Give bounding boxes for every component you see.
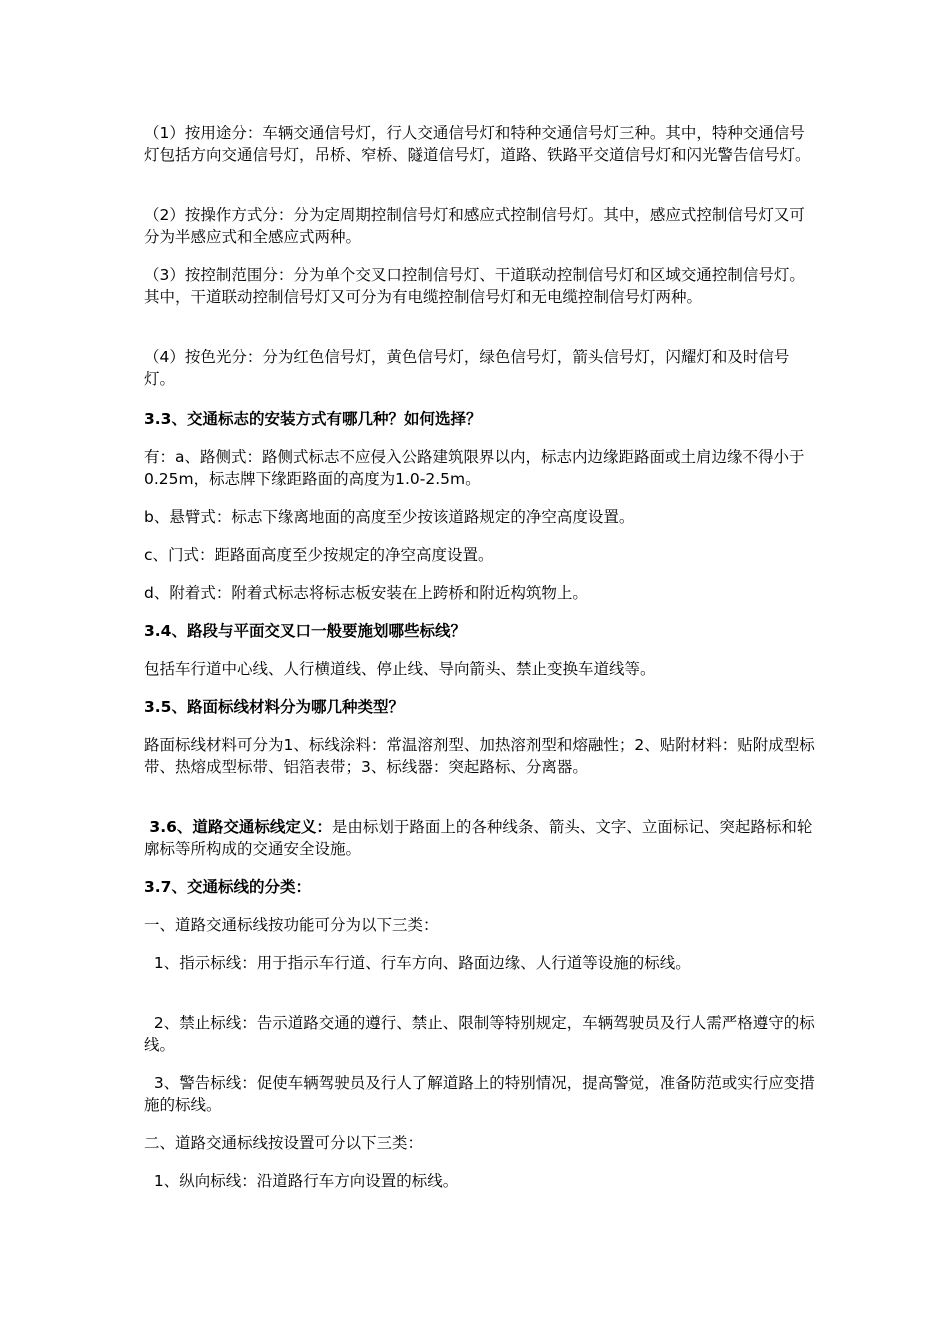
- heading-3-3: 3.3、交通标志的安装方式有哪几种？如何选择？: [144, 410, 482, 428]
- definition-text: 是由标划于路面上的各种线条、箭头、文字、立面标记、突起路标和轮廓标等所构成的交通安全设施。: [144, 818, 813, 858]
- paragraph-gantry: c、门式：距路面高度至少按规定的净空高度设置。: [144, 546, 494, 564]
- paragraph-function-classes: 一、道路交通标线按功能可分为以下三类：: [144, 916, 439, 934]
- paragraph-by-usage: （1）按用途分：车辆交通信号灯，行人交通信号灯和特种交通信号灯三种。其中，特种交通信号灯包括方向交通信号灯，吊桥、窄桥、隧道信号灯，道路、铁路平交道信号灯和闪光警告信号灯。: [144, 124, 811, 164]
- paragraph-indicating-line: 1、指示标线：用于指示车行道、行车方向、路面边缘、人行道等设施的标线。: [144, 954, 691, 972]
- paragraph-cantilever: b、悬臂式：标志下缘离地面的高度至少按该道路规定的净空高度设置。: [144, 508, 635, 526]
- paragraph-warning-line: 3、警告标线：促使车辆驾驶员及行人了解道路上的特别情况，提高警觉，准备防范或实行应变措施的标线。: [144, 1074, 815, 1114]
- paragraph-materials: 路面标线材料可分为1、标线涂料：常温溶剂型、加热溶剂型和熔融性；2、贴附材料：贴附成型标带、热熔成型标带、铝箔表带；3、标线器：突起路标、分离器。: [144, 736, 815, 776]
- paragraph-by-operation: （2）按操作方式分：分为定周期控制信号灯和感应式控制信号灯。其中，感应式控制信号灯又可分为半感应式和全感应式两种。: [144, 206, 805, 246]
- paragraph-roadside: 有：a、路侧式：路侧式标志不应侵入公路建筑限界以内，标志内边缘距路面或土肩边缘不得小于0.25m，标志牌下缘距路面的高度为1.0-2.5m。: [144, 448, 805, 488]
- heading-3-4: 3.4、路段与平面交叉口一般要施划哪些标线？: [144, 622, 466, 640]
- paragraph-setting-classes: 二、道路交通标线按设置可分以下三类：: [144, 1134, 424, 1152]
- paragraph-prohibiting-line: 2、禁止标线：告示道路交通的遵行、禁止、限制等特别规定，车辆驾驶员及行人需严格遵守的标线。: [144, 1014, 815, 1054]
- paragraph-by-color: （4）按色光分：分为红色信号灯，黄色信号灯，绿色信号灯，箭头信号灯，闪耀灯和及时信号灯。: [144, 348, 790, 388]
- definition-label: 3.6、道路交通标线定义：: [144, 818, 332, 836]
- paragraph-longitudinal-line: 1、纵向标线：沿道路行车方向设置的标线。: [144, 1172, 459, 1190]
- paragraph-attached: d、附着式：附着式标志将标志板安装在上跨桥和附近构筑物上。: [144, 584, 588, 602]
- heading-3-7: 3.7、交通标线的分类：: [144, 878, 311, 896]
- heading-3-5: 3.5、路面标线材料分为哪几种类型？: [144, 698, 404, 716]
- paragraph-definition: [144, 816, 816, 860]
- paragraph-by-control-range: （3）按控制范围分：分为单个交叉口控制信号灯、干道联动控制信号灯和区域交通控制信号灯。其中，干道联动控制信号灯又可分为有电缆控制信号灯和无电缆控制信号灯两种。: [144, 266, 805, 306]
- paragraph-markings-list: 包括车行道中心线、人行横道线、停止线、导向箭头、禁止变换车道线等。: [144, 660, 656, 678]
